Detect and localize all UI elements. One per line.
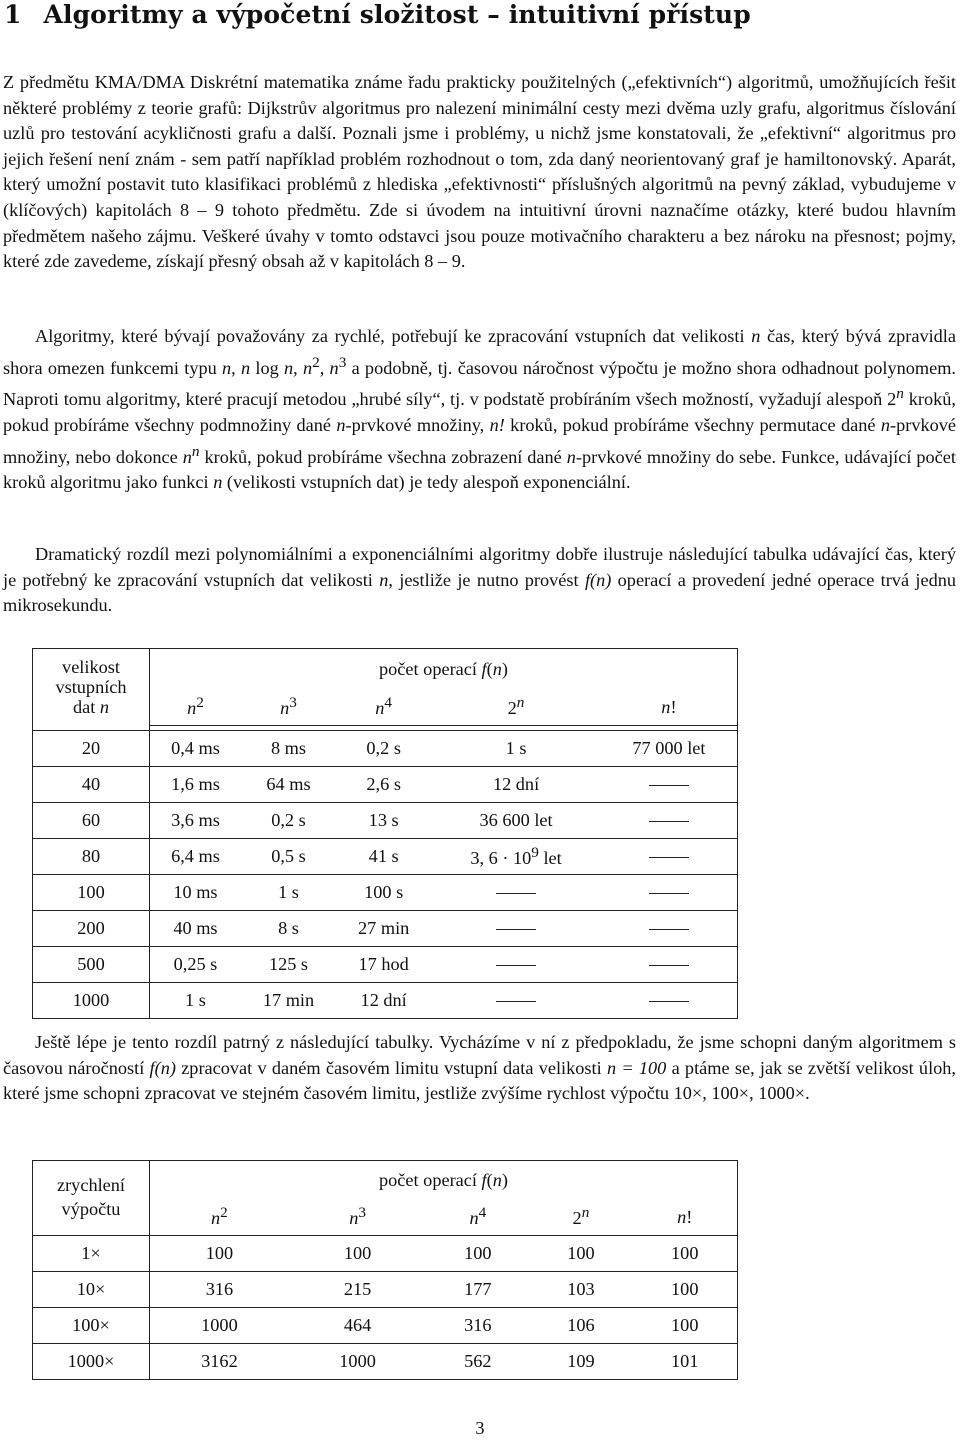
table1-cell: 3, $6 \cdot 10^9$ let	[431, 839, 601, 875]
table1-cell	[601, 911, 738, 947]
table-speedup	[32, 1160, 738, 1380]
table1-cell: 500	[33, 947, 150, 983]
table2-cell: 100×	[33, 1308, 150, 1344]
table1-cell	[431, 911, 601, 947]
dash-placeholder	[649, 1001, 689, 1002]
section-number: 1	[4, 0, 22, 29]
table1-cell: 27 min	[336, 911, 431, 947]
table1-row	[33, 875, 738, 911]
table2-cell: 100	[150, 1236, 289, 1272]
table1-cell: 125 s	[241, 947, 336, 983]
table1-cell: 0,25 s	[150, 947, 241, 983]
table2-cell: 100	[632, 1308, 737, 1344]
table1-cell: 0,4 ms	[150, 731, 241, 767]
table1-col-nfact: n!	[601, 689, 738, 726]
table2-cell: 1000	[150, 1308, 289, 1344]
table1-cell: 77 000 let	[601, 731, 738, 767]
dash-placeholder	[649, 965, 689, 966]
table1-cell: 0,5 s	[241, 839, 336, 875]
table2-row	[33, 1236, 738, 1272]
table1-cell: 1,6 ms	[150, 767, 241, 803]
table2-cell: 1×	[33, 1236, 150, 1272]
dash-placeholder	[649, 929, 689, 930]
table1-cell	[601, 767, 738, 803]
page-number: 3	[475, 1418, 485, 1438]
table2-cell: 100	[426, 1236, 529, 1272]
table1-cell	[431, 983, 601, 1019]
table2-col-n3: $n^3$	[349, 1204, 366, 1229]
table1-row	[33, 911, 738, 947]
table1-cell: 1 s	[241, 875, 336, 911]
table2-cell: 101	[632, 1344, 737, 1380]
table1-cell	[601, 875, 738, 911]
dash-placeholder	[496, 929, 536, 930]
table1-col-2n: 2$^n$	[431, 689, 601, 726]
paragraph-table2-intro: Ještě lépe je tento rozdíl patrný z následující tabulky. Vycházíme v ní z předpokladu, že jsme schopni daným algoritmem s časovou náročností f(n) zpracovat v daném časovém limitu vstupní data velikosti n = 100 a ptáme se, jak se zvětší velikost úloh, které jsme schopni zpracovat ve stejném časovém limitu, jestliže zvýšíme rychlost výpočtu 10×, 100×, 1000×.	[3, 1032, 957, 1104]
dash-placeholder	[649, 893, 689, 894]
dash-placeholder	[649, 857, 689, 858]
table1-cell	[601, 947, 738, 983]
section-title	[4, 0, 751, 29]
table2-row	[33, 1308, 738, 1344]
table2-cell: 177	[426, 1272, 529, 1308]
table2-cell: 316	[150, 1272, 289, 1308]
table1-col-n2: $n^2$	[150, 689, 241, 726]
table2-corner-header: zrychlení výpočtu	[33, 1161, 150, 1236]
table1-cell: 20	[33, 731, 150, 767]
table1-cell: 1 s	[150, 983, 241, 1019]
table1-cell	[601, 983, 738, 1019]
table2-cell: 464	[289, 1308, 426, 1344]
table2-cell: 103	[529, 1272, 632, 1308]
table1-col-n3: $n^3$	[241, 689, 336, 726]
table2-cell: 10×	[33, 1272, 150, 1308]
table2-col-nfact: n!	[677, 1206, 693, 1227]
table1-cell: 100 s	[336, 875, 431, 911]
table2-cell: 562	[426, 1344, 529, 1380]
table2-col-n2: $n^2$	[211, 1204, 228, 1229]
table2-col-n4: $n^4$	[469, 1204, 487, 1229]
table2-row	[33, 1344, 738, 1380]
table1-cell: 36 600 let	[431, 803, 601, 839]
table1-cell: 12 dní	[431, 767, 601, 803]
table1-cell: 80	[33, 839, 150, 875]
table2-cell: 100	[529, 1236, 632, 1272]
table1-cell: 41 s	[336, 839, 431, 875]
table2-cell: 1000×	[33, 1344, 150, 1380]
table2-cell: 109	[529, 1344, 632, 1380]
dash-placeholder	[649, 785, 689, 786]
table1-cell: 1 s	[431, 731, 601, 767]
table1-cell: 64 ms	[241, 767, 336, 803]
table1-cell: 0,2 s	[241, 803, 336, 839]
dash-placeholder	[649, 821, 689, 822]
table1-cell: 17 hod	[336, 947, 431, 983]
table1-group-header: počet operací f(n)	[379, 658, 508, 679]
table1-corner-header: velikost vstupních dat n	[33, 649, 150, 726]
table2-col-2n: 2$^n$	[572, 1204, 590, 1229]
table1-row	[33, 947, 738, 983]
table2-cell: 215	[289, 1272, 426, 1308]
table1-cell: 13 s	[336, 803, 431, 839]
table1-cell: 2,6 s	[336, 767, 431, 803]
dash-placeholder	[496, 893, 536, 894]
dash-placeholder	[496, 965, 536, 966]
table1-cell: 0,2 s	[336, 731, 431, 767]
table1-cell: 8 s	[241, 911, 336, 947]
table2-cell: 100	[632, 1272, 737, 1308]
table-time-complexity	[32, 648, 738, 1019]
section-title-text: Algoritmy a výpočetní složitost – intuitivní přístup	[43, 0, 751, 29]
paragraph-algorithms: Algoritmy, které bývají považovány za rychlé, potřebují ke zpracování vstupních dat velikosti n čas, který bývá zpravidla shora omezen funkcemi typu n, n log n, $n^2$, $n^3$ a podobně, tj. časovou náročnost výpočtu je možno shora odhadnout polynomem. Naproti tomu algoritmy, které pracují metodou „hrubé síly“, tj. v podstatě probíráním všech možností, vyžadují alespoň 2$^n$ kroků, pokud probíráme všechny podmnožiny dané n-prvkové množiny, n! kroků, pokud probíráme všechny permutace dané n-prvkové množiny, nebo dokonce $n^n$ kroků, pokud probíráme všechna zobrazení dané n-prvkové množiny do sebe. Funkce, udávající počet kroků algoritmu jako funkci n (velikosti vstupních dat) je tedy alespoň exponenciální.	[3, 326, 956, 493]
table1-row	[33, 803, 738, 839]
table2-group-header: počet operací f(n)	[379, 1169, 508, 1190]
table1-col-n4: $n^4$	[336, 689, 431, 726]
table1-cell	[431, 947, 601, 983]
table1-cell: 200	[33, 911, 150, 947]
table1-cell	[601, 839, 738, 875]
table2-cell: 106	[529, 1308, 632, 1344]
table1-cell: 12 dní	[336, 983, 431, 1019]
table1-cell: 6,4 ms	[150, 839, 241, 875]
table2-cell: 100	[289, 1236, 426, 1272]
table1-row	[33, 839, 738, 875]
table1-cell: 8 ms	[241, 731, 336, 767]
table1-cell: 60	[33, 803, 150, 839]
table1-cell: 100	[33, 875, 150, 911]
table1-cell	[431, 875, 601, 911]
table1-cell	[601, 803, 738, 839]
table1-row	[33, 731, 738, 767]
paragraph-intro: Z předmětu KMA/DMA Diskrétní matematika známe řadu prakticky použitelných („efektivních“) algoritmů, umožňujících řešit některé problémy z teorie grafů: Dijkstrův algoritmus pro nalezení minimální cesty mezi dvěma uzly grafu, algoritmus číslování uzlů pro testování acykličnosti grafu a další. Poznali jsme i problémy, u nichž jsme konstatovali, že „efektivní“ algoritmus pro jejich řešení není znám - sem patří například problém rozhodnout o tom, zda daný neorientovaný graf je hamiltonovský. Aparát, který umožní postavit tuto klasifikaci problémů z hlediska „efektivnosti“ příslušných algoritmů na pevný základ, vybudujeme v (klíčových) kapitolách 8 – 9 tohoto předmětu. Zde si úvodem na intuitivní úrovni naznačíme otázky, které budou hlavním předmětem našeho zájmu. Veškeré úvahy v tomto odstavci jsou pouze motivačního charakteru a bez nároku na přesnost; pojmy, které zde zavedeme, získají přesný obsah až v kapitolách 8 – 9.	[3, 72, 956, 272]
table2-cell: 1000	[289, 1344, 426, 1380]
table1-row	[33, 983, 738, 1019]
table2-cell: 100	[632, 1236, 737, 1272]
table1-cell: 10 ms	[150, 875, 241, 911]
table2-row	[33, 1272, 738, 1308]
paragraph-table1-intro: Dramatický rozdíl mezi polynomiálními a exponenciálními algoritmy dobře ilustruje následující tabulka udávající čas, který je potřebný ke zpracování vstupních dat velikosti n, jestliže je nutno provést f(n) operací a provedení jedné operace trvá jednu mikrosekundu.	[3, 544, 956, 616]
dash-placeholder	[496, 1001, 536, 1002]
table1-row	[33, 767, 738, 803]
table1-cell: 40 ms	[150, 911, 241, 947]
table1-cell: 1000	[33, 983, 150, 1019]
table1-cell: 40	[33, 767, 150, 803]
table1-cell: 3,6 ms	[150, 803, 241, 839]
table2-cell: 3162	[150, 1344, 289, 1380]
table2-cell: 316	[426, 1308, 529, 1344]
table1-cell: 17 min	[241, 983, 336, 1019]
